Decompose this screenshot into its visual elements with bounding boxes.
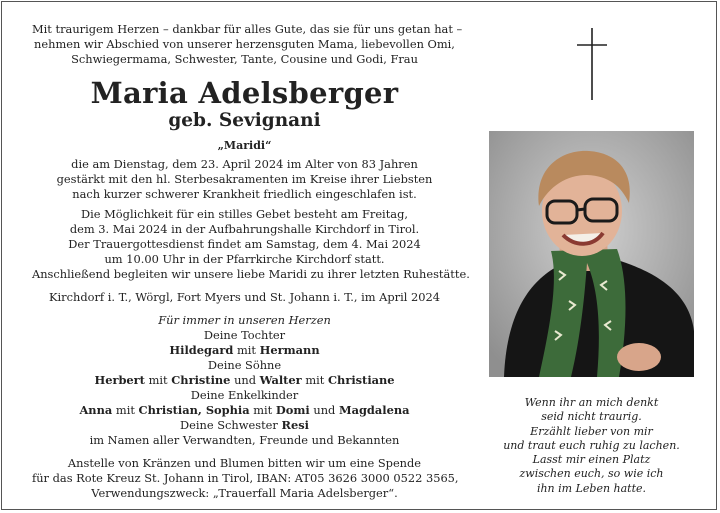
poem-line: seid nicht traurig. xyxy=(541,410,642,424)
daughter-name: Hildegard xyxy=(169,343,234,357)
donation-line: Anstelle von Kränzen und Blumen bitten wir um eine Spende xyxy=(67,456,422,470)
prayer-line: Der Trauergottesdienst findet am Samstag, dem 4. Mai 2024 xyxy=(68,237,421,251)
poem-line: zwischen euch, so wie ich xyxy=(519,467,664,481)
poem-line: ihn im Leben hatte. xyxy=(536,481,647,495)
maiden-name: geb. Sevignani xyxy=(168,110,321,131)
relatives-line: im Namen aller Verwandten, Freunde und Bekannten xyxy=(89,433,400,447)
poem-line: Erzählt lieber von mir xyxy=(530,424,653,438)
grandchildren-label: Deine Enkelkinder xyxy=(190,388,299,402)
daughter-partner: Hermann xyxy=(259,343,320,357)
sons-line xyxy=(32,373,457,388)
donation-line: für das Rote Kreuz St. Johann in Tirol, IBAN: AT05 3626 3000 0522 3565, xyxy=(32,471,459,485)
conjunction: mit xyxy=(253,403,273,417)
place-date: Kirchdorf i. T., Wörgl, Fort Myers und St. Johann i. T., im April 2024 xyxy=(49,290,440,304)
son-partner: Christiane xyxy=(327,373,395,387)
intro-line: Mit traurigem Herzen – dankbar für alles Gute, das sie für uns getan hat – xyxy=(32,22,463,36)
conjunction: und xyxy=(313,403,336,417)
son-name: Herbert xyxy=(94,373,145,387)
daughter-label: Deine Tochter xyxy=(203,328,286,342)
prayer-line: um 10.00 Uhr in der Pfarrkirche Kirchdorf statt. xyxy=(104,252,385,266)
poem-line: und traut euch ruhig zu lachen. xyxy=(503,438,680,452)
forever-line: Für immer in unseren Herzen xyxy=(158,313,331,327)
nickname: „Maridi“ xyxy=(217,139,272,152)
deceased-name: Maria Adelsberger xyxy=(90,76,399,110)
prayer-line: dem 3. Mai 2024 in der Aufbahrungshalle Kirchdorf in Tirol. xyxy=(69,222,420,236)
donation-line: Verwendungszweck: „Trauerfall Maria Adelsberger“. xyxy=(91,486,398,500)
sister-line xyxy=(32,418,457,433)
conjunction: mit xyxy=(305,373,325,387)
sister-label: Deine Schwester xyxy=(180,418,278,432)
poem-line: Lasst mir einen Platz xyxy=(532,453,651,467)
poem xyxy=(489,396,694,496)
grandchildren-line xyxy=(32,403,457,418)
poem-line: Wenn ihr an mich denkt xyxy=(524,396,659,409)
conjunction: und xyxy=(234,373,257,387)
son-partner: Christine xyxy=(171,373,231,387)
conjunction: mit xyxy=(115,403,135,417)
death-line: gestärkt mit den hl. Sterbesakramenten im Kreise ihrer Liebsten xyxy=(56,172,433,186)
cross-icon xyxy=(577,28,607,100)
prayer-line: Die Möglichkeit für ein stilles Gebet besteht am Freitag, xyxy=(81,207,408,221)
prayer-line: Anschließend begleiten wir unsere liebe Maridi zu ihrer letzten Ruhestätte. xyxy=(32,267,470,281)
conjunction: mit xyxy=(148,373,168,387)
grandchild-partners: Christian, Sophia xyxy=(138,403,250,417)
daughter-line xyxy=(32,343,457,358)
conjunction: mit xyxy=(236,343,256,357)
obituary-text xyxy=(32,22,470,501)
intro-line: Schwiegermama, Schwester, Tante, Cousine und Godi, Frau xyxy=(71,52,418,66)
sister-name: Resi xyxy=(281,418,309,432)
grandchild-name: Magdalena xyxy=(338,403,410,417)
obituary-card xyxy=(1,1,717,510)
grandchild-name: Anna xyxy=(79,403,113,417)
death-line: nach kurzer schwerer Krankheit friedlich eingeschlafen ist. xyxy=(72,187,417,201)
grandchild-partner: Domi xyxy=(275,403,310,417)
portrait-photo xyxy=(489,131,694,377)
intro-line: nehmen wir Abschied von unserer herzensguten Mama, liebevollen Omi, xyxy=(34,37,455,51)
death-line: die am Dienstag, dem 23. April 2024 im Alter von 83 Jahren xyxy=(71,157,418,171)
son-name: Walter xyxy=(259,373,302,387)
sons-label: Deine Söhne xyxy=(207,358,282,372)
